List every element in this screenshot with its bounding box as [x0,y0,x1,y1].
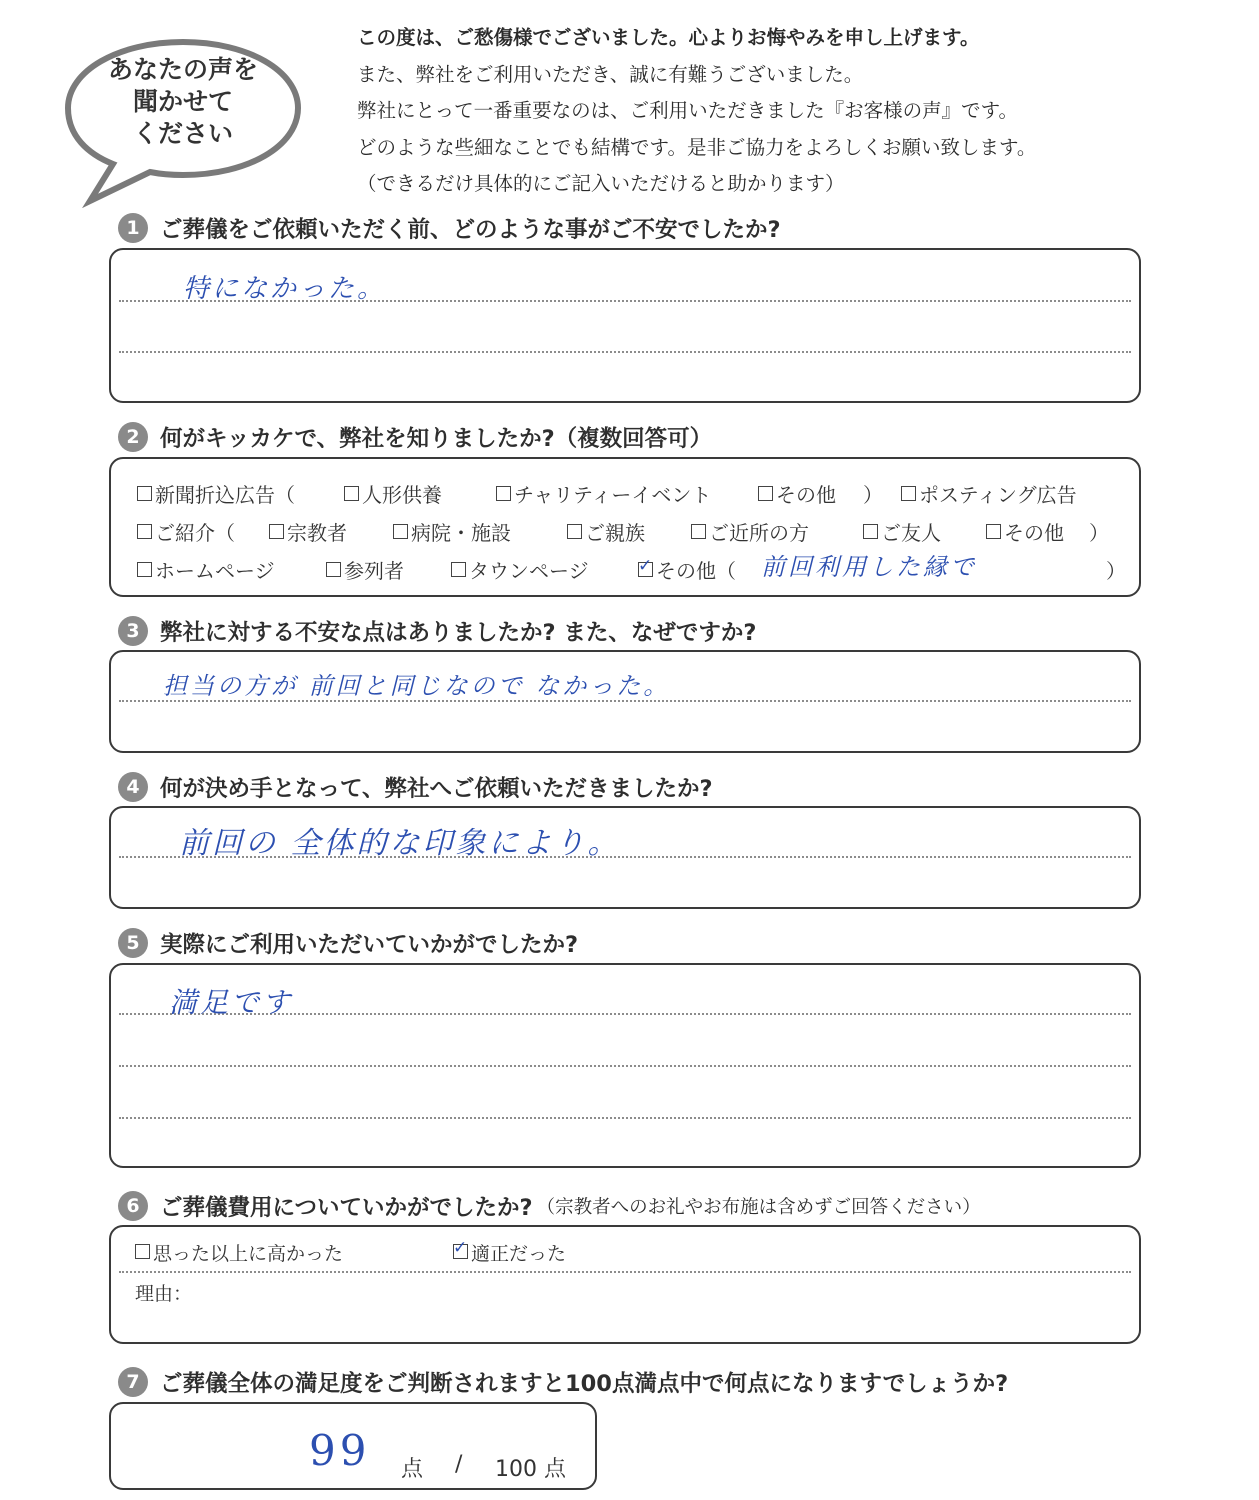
question-text: ご葬儀費用についていかがでしたか? [160,1195,533,1221]
handwritten-answer: 特になかった。 [183,274,387,304]
checkbox-checked[interactable] [638,562,653,577]
intro-line: （できるだけ具体的にご記入いただけると助かります） [357,172,845,195]
answer-box-3[interactable] [109,650,1141,753]
option-friends[interactable] [863,517,941,546]
checkbox[interactable] [137,486,152,501]
question-5 [118,927,578,959]
checkbox[interactable] [496,486,511,501]
handwritten-other-answer: 前回利用した縁で [761,553,977,581]
checkbox[interactable] [137,562,152,577]
question-6 [118,1190,981,1222]
intro-line: どのような些細なことでも結構です。是非ご協力をよろしくお願い致します。 [357,135,1037,159]
option-other-1[interactable] [758,479,836,508]
checkbox[interactable] [901,486,916,501]
option-label: ポスティング広告 [919,483,1077,507]
option-label: その他 [776,483,836,507]
option-label: ご近所の方 [709,521,809,545]
question-3 [118,615,756,647]
handwritten-answer: 満足です [169,986,294,1019]
bubble-text [58,54,308,150]
options-box-2 [109,457,1141,597]
answer-box-4[interactable] [109,806,1141,909]
option-homepage[interactable] [137,555,275,584]
option-label: 病院・施設 [411,521,511,545]
option-hospital[interactable] [393,517,511,546]
question-number: 6 [118,1191,148,1221]
option-label: タウンページ [469,559,589,583]
bubble-line: ください [132,119,233,148]
option-label: ご親族 [585,521,645,545]
answer-box-5[interactable] [109,963,1141,1168]
score-max: 100 点 [495,1457,566,1482]
question-number: 2 [118,422,148,452]
checkbox-checked[interactable] [453,1244,468,1259]
bubble-line: あなたの声を [107,55,258,84]
question-number: 4 [118,772,148,802]
dotted-line [119,1271,1131,1273]
reason-label: 理由： [135,1283,193,1305]
option-attendee[interactable] [326,555,404,584]
option-label: 新聞折込広告（ [155,483,295,507]
intro-text [357,20,1237,203]
option-label: ホームページ [155,559,275,583]
paren-close: ） [1106,559,1126,583]
checkbox[interactable] [863,524,878,539]
option-label: 適正だった [471,1243,567,1265]
score-unit: 点 [401,1457,424,1482]
dotted-line [119,1065,1131,1067]
option-label: 宗教者 [287,521,347,545]
checkbox[interactable] [326,562,341,577]
question-text: 何がキッカケで、弊社を知りましたか?（複数回答可） [160,426,713,452]
dotted-line [119,351,1131,353]
question-text: 実際にご利用いただいていかがでしたか? [160,932,579,958]
checkbox[interactable] [758,486,773,501]
option-other-3[interactable] [638,555,736,584]
question-number: 7 [118,1367,148,1397]
question-1 [118,212,781,244]
option-label: 人形供養 [362,483,442,507]
checkbox[interactable] [451,562,466,577]
option-label: 思った以上に高かった [153,1243,344,1265]
options-box-6 [109,1225,1141,1344]
question-text: ご葬儀をご依頼いただく前、どのような事がご不安でしたか? [160,217,781,243]
option-other-2[interactable] [986,517,1064,546]
score-slash: / [455,1452,463,1477]
checkbox[interactable] [986,524,1001,539]
option-town-page[interactable] [451,555,589,584]
checkbox[interactable] [137,524,152,539]
question-text: 何が決め手となって、弊社へご依頼いただきましたか? [160,776,713,802]
option-relatives[interactable] [567,517,645,546]
option-label: チャリティーイベント [514,483,712,507]
question-number: 3 [118,616,148,646]
question-text: ご葬儀全体の満足度をご判断されますと100点満点中で何点になりますでしょうか? [160,1371,1009,1397]
option-label: ご紹介（ [155,521,235,545]
handwritten-answer: 前回の 全体的な印象により。 [179,826,621,861]
question-note: （宗教者へのお礼やお布施は含めずご回答ください） [536,1197,981,1218]
checkbox[interactable] [567,524,582,539]
checkbox[interactable] [135,1244,150,1259]
question-4 [118,771,713,803]
handwritten-score: 99 [309,1426,371,1475]
option-charity-event[interactable] [496,479,711,508]
option-neighbors[interactable] [691,517,809,546]
checkbox[interactable] [344,486,359,501]
intro-line: この度は、ご愁傷様でございました。心よりお悔やみを申し上げます。 [357,26,980,49]
dotted-line [119,1117,1131,1119]
option-newspaper[interactable] [137,479,295,508]
speech-bubble [58,36,308,208]
checkbox[interactable] [393,524,408,539]
option-too-expensive[interactable] [135,1239,343,1266]
option-referral[interactable] [137,517,235,546]
option-fair-price[interactable] [453,1239,566,1266]
question-number: 1 [118,213,148,243]
checkbox[interactable] [269,524,284,539]
bubble-line: 聞かせて [132,87,233,116]
score-box[interactable] [109,1402,597,1490]
option-posting-ad[interactable] [901,479,1077,508]
question-text: 弊社に対する不安な点はありましたか? また、なぜですか? [160,620,757,646]
option-religious[interactable] [269,517,347,546]
option-label: 参列者 [344,559,404,583]
answer-box-1[interactable] [109,248,1141,403]
option-label: その他 [1004,521,1064,545]
option-label: その他（ [656,559,736,583]
handwritten-answer: 担当の方が 前回と同じなので なかった。 [163,672,671,700]
question-number: 5 [118,928,148,958]
question-2 [118,421,712,453]
paren-close: ） [863,483,883,507]
checkbox[interactable] [691,524,706,539]
option-label: ご友人 [881,521,941,545]
question-7 [118,1366,1008,1398]
intro-line: 弊社にとって一番重要なのは、ご利用いただきました『お客様の声』です。 [357,99,1019,122]
option-doll-memorial[interactable] [344,479,442,508]
paren-close: ） [1089,521,1109,545]
intro-line: また、弊社をご利用いただき、誠に有難うございました。 [357,62,864,86]
